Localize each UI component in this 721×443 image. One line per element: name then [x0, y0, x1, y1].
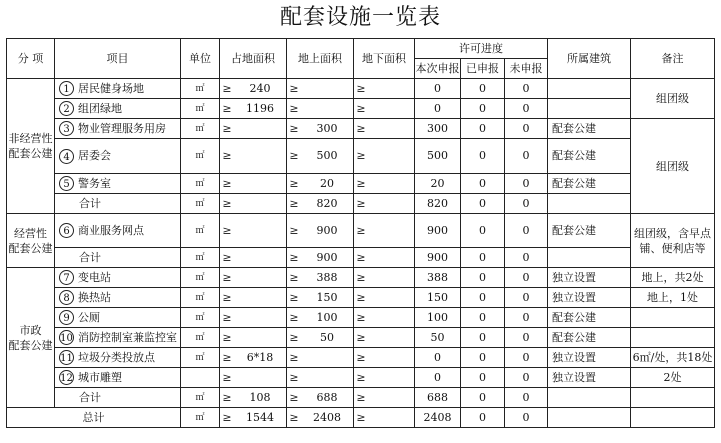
- current-cell: 388: [415, 268, 461, 288]
- building-cell: 配套公建: [548, 214, 631, 248]
- land-area-cell-value: 240: [249, 81, 271, 95]
- current-cell: 50: [415, 328, 461, 348]
- header-current: 本次申报: [415, 59, 461, 79]
- current-cell: 300: [415, 119, 461, 139]
- applied-cell: 0: [461, 288, 505, 308]
- not-applied-cell: 0: [505, 268, 548, 288]
- ge-symbol: ≥: [356, 390, 366, 404]
- ge-symbol: ≥: [222, 410, 232, 424]
- item-number: 3: [59, 121, 74, 136]
- land-area-cell: [220, 139, 287, 174]
- ge-symbol: ≥: [222, 149, 232, 162]
- ge-symbol: ≥: [222, 270, 232, 284]
- above-area-cell-value: 20: [320, 176, 334, 190]
- land-area-cell: [220, 194, 287, 214]
- remark-group-a: 组团级: [631, 79, 715, 119]
- above-area-cell: [287, 174, 354, 194]
- land-area-cell: [220, 328, 287, 348]
- below-area-cell: [354, 268, 415, 288]
- applied-cell: 0: [461, 268, 505, 288]
- above-area-cell: [287, 348, 354, 368]
- land-area-cell: [220, 79, 287, 99]
- building-cell: [548, 79, 631, 99]
- below-area-cell: [354, 194, 415, 214]
- land-area-cell: [220, 308, 287, 328]
- building-cell: 独立设置: [548, 288, 631, 308]
- unit-cell: ㎡: [181, 99, 220, 119]
- not-applied-cell: 0: [505, 308, 548, 328]
- ge-symbol: ≥: [289, 101, 299, 115]
- below-area-cell: [354, 214, 415, 248]
- above-area-cell-value: 50: [320, 330, 334, 344]
- item-number: 4: [59, 149, 74, 164]
- land-area-cell: [220, 368, 287, 388]
- current-cell: 500: [415, 139, 461, 174]
- current-cell: 0: [415, 79, 461, 99]
- below-area-cell: [354, 308, 415, 328]
- not-applied-cell: 0: [505, 368, 548, 388]
- not-applied-cell: 0: [505, 214, 548, 248]
- category-operating: 经营性 配套公建: [7, 214, 55, 268]
- current-cell: 0: [415, 368, 461, 388]
- not-applied-cell: 0: [505, 248, 548, 268]
- applied-cell: 0: [461, 348, 505, 368]
- ge-symbol: ≥: [222, 121, 232, 135]
- item-name: 变电站: [78, 270, 111, 284]
- ge-symbol: ≥: [222, 290, 232, 304]
- above-area-cell-value: 100: [316, 310, 338, 324]
- land-area-cell: [220, 99, 287, 119]
- ge-symbol: ≥: [222, 101, 232, 115]
- header-not-applied: 未申报: [505, 59, 548, 79]
- item-name: 商业服务网点: [78, 223, 144, 237]
- ge-symbol: ≥: [289, 176, 299, 190]
- not-applied-cell: 0: [505, 174, 548, 194]
- applied-cell: 0: [461, 388, 505, 408]
- land-area-cell: [220, 174, 287, 194]
- ge-symbol: ≥: [356, 250, 366, 264]
- item-cell: [55, 79, 181, 99]
- unit-cell: ㎡: [181, 388, 220, 408]
- table-row: [7, 288, 715, 308]
- header-below-area: 地下面积: [354, 39, 415, 79]
- item-name: 换热站: [78, 290, 111, 304]
- item-cell: [55, 214, 181, 248]
- table-row: [7, 308, 715, 328]
- ge-symbol: ≥: [289, 370, 299, 384]
- applied-cell: 0: [461, 368, 505, 388]
- ge-symbol: ≥: [289, 250, 299, 264]
- unit-cell: ㎡: [181, 348, 220, 368]
- total-unit: ㎡: [181, 408, 220, 428]
- ge-symbol: ≥: [222, 330, 232, 344]
- item-cell: [55, 99, 181, 119]
- below-area-cell: [354, 288, 415, 308]
- land-area-cell: [220, 268, 287, 288]
- table-row: [7, 348, 715, 368]
- unit-cell: ㎡: [181, 288, 220, 308]
- ge-symbol: ≥: [289, 290, 299, 304]
- applied-cell: 0: [461, 119, 505, 139]
- above-area-cell-value: 388: [316, 270, 338, 284]
- applied-cell: 0: [461, 308, 505, 328]
- ge-symbol: ≥: [222, 310, 232, 324]
- item-cell: [55, 174, 181, 194]
- ge-symbol: ≥: [356, 196, 366, 210]
- ge-symbol: ≥: [222, 390, 232, 404]
- item-cell: [55, 248, 181, 268]
- land-area-cell: [220, 119, 287, 139]
- applied-cell: 0: [461, 174, 505, 194]
- header-above-area: 地上面积: [287, 39, 354, 79]
- ge-symbol: ≥: [289, 196, 299, 210]
- above-area-cell: [287, 119, 354, 139]
- category-municipal: 市政 配套公建: [7, 268, 55, 408]
- item-name: 合计: [79, 390, 101, 404]
- below-area-cell: [354, 174, 415, 194]
- header-unit: 单位: [181, 39, 220, 79]
- remark-operating: 组团级，含早点铺、便利店等: [631, 214, 715, 268]
- item-number: 12: [59, 370, 74, 385]
- ge-symbol: ≥: [289, 330, 299, 344]
- applied-cell: 0: [461, 248, 505, 268]
- current-cell: 820: [415, 194, 461, 214]
- item-name: 居委会: [78, 149, 111, 162]
- current-cell: 0: [415, 348, 461, 368]
- item-number: 7: [59, 270, 74, 285]
- unit-cell: ㎡: [181, 119, 220, 139]
- item-name: 组团绿地: [78, 101, 122, 115]
- ge-symbol: ≥: [356, 330, 366, 344]
- unit-cell: [181, 368, 220, 388]
- above-area-cell-value: 900: [316, 223, 338, 237]
- header-applied: 已申报: [461, 59, 505, 79]
- ge-symbol: ≥: [356, 410, 366, 424]
- unit-cell: ㎡: [181, 214, 220, 248]
- table-row: [7, 174, 715, 194]
- remark-cell: 地上，1处: [631, 288, 715, 308]
- item-number: 10: [59, 330, 74, 345]
- ge-symbol: ≥: [356, 176, 366, 190]
- below-area-cell: [354, 139, 415, 174]
- current-cell: 900: [415, 214, 461, 248]
- item-number: 1: [59, 81, 74, 96]
- header-permit-progress: 许可进度: [415, 39, 548, 59]
- above-area-cell: [287, 99, 354, 119]
- remark-cell: [631, 388, 715, 408]
- ge-symbol: ≥: [289, 310, 299, 324]
- building-cell: 配套公建: [548, 139, 631, 174]
- not-applied-cell: 0: [505, 388, 548, 408]
- ge-symbol: ≥: [356, 101, 366, 115]
- above-area-cell: [287, 388, 354, 408]
- item-number: 8: [59, 290, 74, 305]
- ge-symbol: ≥: [289, 121, 299, 135]
- table-row: [7, 194, 715, 214]
- not-applied-cell: 0: [505, 79, 548, 99]
- land-area-cell-value: 1196: [246, 101, 274, 115]
- table-row: [7, 79, 715, 99]
- total-remark: [631, 408, 715, 428]
- remark-cell: 地上，共2处: [631, 268, 715, 288]
- ge-symbol: ≥: [356, 350, 366, 364]
- below-area-cell: [354, 248, 415, 268]
- item-cell: [55, 368, 181, 388]
- item-cell: [55, 139, 181, 174]
- item-number: 6: [59, 223, 74, 238]
- building-cell: 配套公建: [548, 119, 631, 139]
- not-applied-cell: 0: [505, 288, 548, 308]
- land-area-cell: [220, 288, 287, 308]
- ge-symbol: ≥: [222, 223, 232, 237]
- table-row: [7, 248, 715, 268]
- item-name: 警务室: [78, 176, 111, 190]
- above-area-cell: [287, 268, 354, 288]
- item-number: 2: [59, 101, 74, 116]
- remark-cell: [631, 328, 715, 348]
- ge-symbol: ≥: [356, 149, 366, 162]
- land-area-cell: [220, 388, 287, 408]
- not-applied-cell: 0: [505, 194, 548, 214]
- building-cell: [548, 194, 631, 214]
- not-applied-cell: 0: [505, 119, 548, 139]
- ge-symbol: ≥: [289, 390, 299, 404]
- item-cell: [55, 268, 181, 288]
- total-not-applied: 0: [505, 408, 548, 428]
- not-applied-cell: 0: [505, 348, 548, 368]
- above-area-cell: [287, 308, 354, 328]
- total-current: 2408: [415, 408, 461, 428]
- ge-symbol: ≥: [356, 223, 366, 237]
- applied-cell: 0: [461, 214, 505, 248]
- above-area-cell: [287, 214, 354, 248]
- total-below-area: [354, 408, 415, 428]
- total-land-area-value: 1544: [246, 410, 274, 424]
- above-area-cell: [287, 79, 354, 99]
- table-row: [7, 388, 715, 408]
- total-above-area: [287, 408, 354, 428]
- building-cell: 独立设置: [548, 348, 631, 368]
- total-building: [548, 408, 631, 428]
- ge-symbol: ≥: [222, 350, 232, 364]
- ge-symbol: ≥: [222, 81, 232, 95]
- item-cell: [55, 328, 181, 348]
- land-area-cell-value: 6*18: [246, 350, 274, 364]
- above-area-cell-value: 150: [316, 290, 338, 304]
- ge-symbol: ≥: [356, 81, 366, 95]
- ge-symbol: ≥: [356, 121, 366, 135]
- item-name: 公厕: [78, 310, 100, 324]
- ge-symbol: ≥: [356, 290, 366, 304]
- item-cell: [55, 194, 181, 214]
- total-land-area: [220, 408, 287, 428]
- item-name: 消防控制室兼监控室: [78, 330, 177, 344]
- item-name: 物业管理服务用房: [78, 121, 166, 135]
- unit-cell: ㎡: [181, 268, 220, 288]
- item-name: 合计: [79, 196, 101, 210]
- table-row: [7, 139, 715, 174]
- header-category: 分 项: [7, 39, 55, 79]
- current-cell: 20: [415, 174, 461, 194]
- ge-symbol: ≥: [356, 270, 366, 284]
- ge-symbol: ≥: [222, 176, 232, 190]
- remark-cell: 2处: [631, 368, 715, 388]
- unit-cell: ㎡: [181, 194, 220, 214]
- ge-symbol: ≥: [289, 410, 299, 424]
- item-number: 9: [59, 310, 74, 325]
- below-area-cell: [354, 99, 415, 119]
- page-title: 配套设施一览表: [279, 5, 441, 30]
- building-cell: 配套公建: [548, 328, 631, 348]
- above-area-cell-value: 500: [316, 149, 338, 162]
- item-cell: [55, 348, 181, 368]
- facilities-table: [6, 38, 715, 428]
- below-area-cell: [354, 368, 415, 388]
- below-area-cell: [354, 328, 415, 348]
- table-row: [7, 99, 715, 119]
- applied-cell: 0: [461, 194, 505, 214]
- header-item: 项目: [55, 39, 181, 79]
- land-area-cell-value: 108: [249, 390, 271, 404]
- current-cell: 0: [415, 99, 461, 119]
- unit-cell: ㎡: [181, 79, 220, 99]
- item-name: 垃圾分类投放点: [78, 350, 155, 364]
- table-row: [7, 119, 715, 139]
- table-body: [7, 39, 715, 428]
- unit-cell: ㎡: [181, 248, 220, 268]
- applied-cell: 0: [461, 139, 505, 174]
- header-remark: 备注: [631, 39, 715, 79]
- item-cell: [55, 288, 181, 308]
- below-area-cell: [354, 119, 415, 139]
- above-area-cell: [287, 139, 354, 174]
- remark-group-b: 组团级: [631, 119, 715, 214]
- above-area-cell: [287, 248, 354, 268]
- category-non-operating: 非经营性 配套公建: [7, 79, 55, 214]
- total-row: [7, 408, 715, 428]
- applied-cell: 0: [461, 328, 505, 348]
- not-applied-cell: 0: [505, 99, 548, 119]
- applied-cell: 0: [461, 99, 505, 119]
- total-label: 总计: [7, 408, 181, 428]
- building-cell: 独立设置: [548, 268, 631, 288]
- not-applied-cell: 0: [505, 139, 548, 174]
- total-applied: 0: [461, 408, 505, 428]
- ge-symbol: ≥: [289, 350, 299, 364]
- current-cell: 900: [415, 248, 461, 268]
- current-cell: 688: [415, 388, 461, 408]
- item-name: 居民健身场地: [78, 81, 144, 95]
- unit-cell: ㎡: [181, 308, 220, 328]
- applied-cell: 0: [461, 79, 505, 99]
- below-area-cell: [354, 388, 415, 408]
- above-area-cell-value: 688: [316, 390, 338, 404]
- ge-symbol: ≥: [289, 149, 299, 162]
- table-row: [7, 268, 715, 288]
- above-area-cell: [287, 368, 354, 388]
- table-row: [7, 328, 715, 348]
- building-cell: 独立设置: [548, 368, 631, 388]
- unit-cell: ㎡: [181, 328, 220, 348]
- ge-symbol: ≥: [289, 81, 299, 95]
- item-name: 合计: [79, 250, 101, 264]
- ge-symbol: ≥: [222, 196, 232, 210]
- ge-symbol: ≥: [356, 310, 366, 324]
- above-area-cell: [287, 194, 354, 214]
- below-area-cell: [354, 348, 415, 368]
- item-cell: [55, 119, 181, 139]
- item-name: 城市雕塑: [78, 370, 122, 384]
- unit-cell: ㎡: [181, 139, 220, 174]
- current-cell: 100: [415, 308, 461, 328]
- ge-symbol: ≥: [289, 270, 299, 284]
- total-above-area-value: 2408: [313, 410, 341, 424]
- remark-cell: [631, 308, 715, 328]
- land-area-cell: [220, 248, 287, 268]
- facilities-table-wrapper: [6, 38, 714, 436]
- item-cell: [55, 308, 181, 328]
- above-area-cell: [287, 288, 354, 308]
- ge-symbol: ≥: [222, 250, 232, 264]
- above-area-cell-value: 900: [316, 250, 338, 264]
- header-land-area: 占地面积: [220, 39, 287, 79]
- above-area-cell: [287, 328, 354, 348]
- ge-symbol: ≥: [289, 223, 299, 237]
- above-area-cell-value: 820: [316, 196, 338, 210]
- item-number: 5: [59, 176, 74, 191]
- land-area-cell: [220, 348, 287, 368]
- building-cell: 配套公建: [548, 174, 631, 194]
- item-number: 11: [59, 350, 74, 365]
- header-row-1: [7, 39, 715, 59]
- building-cell: [548, 99, 631, 119]
- table-row: [7, 368, 715, 388]
- table-row: [7, 214, 715, 248]
- unit-cell: ㎡: [181, 174, 220, 194]
- not-applied-cell: 0: [505, 328, 548, 348]
- header-building: 所属建筑: [548, 39, 631, 79]
- land-area-cell: [220, 214, 287, 248]
- ge-symbol: ≥: [356, 370, 366, 384]
- above-area-cell-value: 300: [316, 121, 338, 135]
- building-cell: [548, 388, 631, 408]
- item-cell: [55, 388, 181, 408]
- below-area-cell: [354, 79, 415, 99]
- current-cell: 150: [415, 288, 461, 308]
- ge-symbol: ≥: [222, 370, 232, 384]
- remark-cell: 6㎡/处，共18处: [631, 348, 715, 368]
- building-cell: 配套公建: [548, 308, 631, 328]
- building-cell: [548, 248, 631, 268]
